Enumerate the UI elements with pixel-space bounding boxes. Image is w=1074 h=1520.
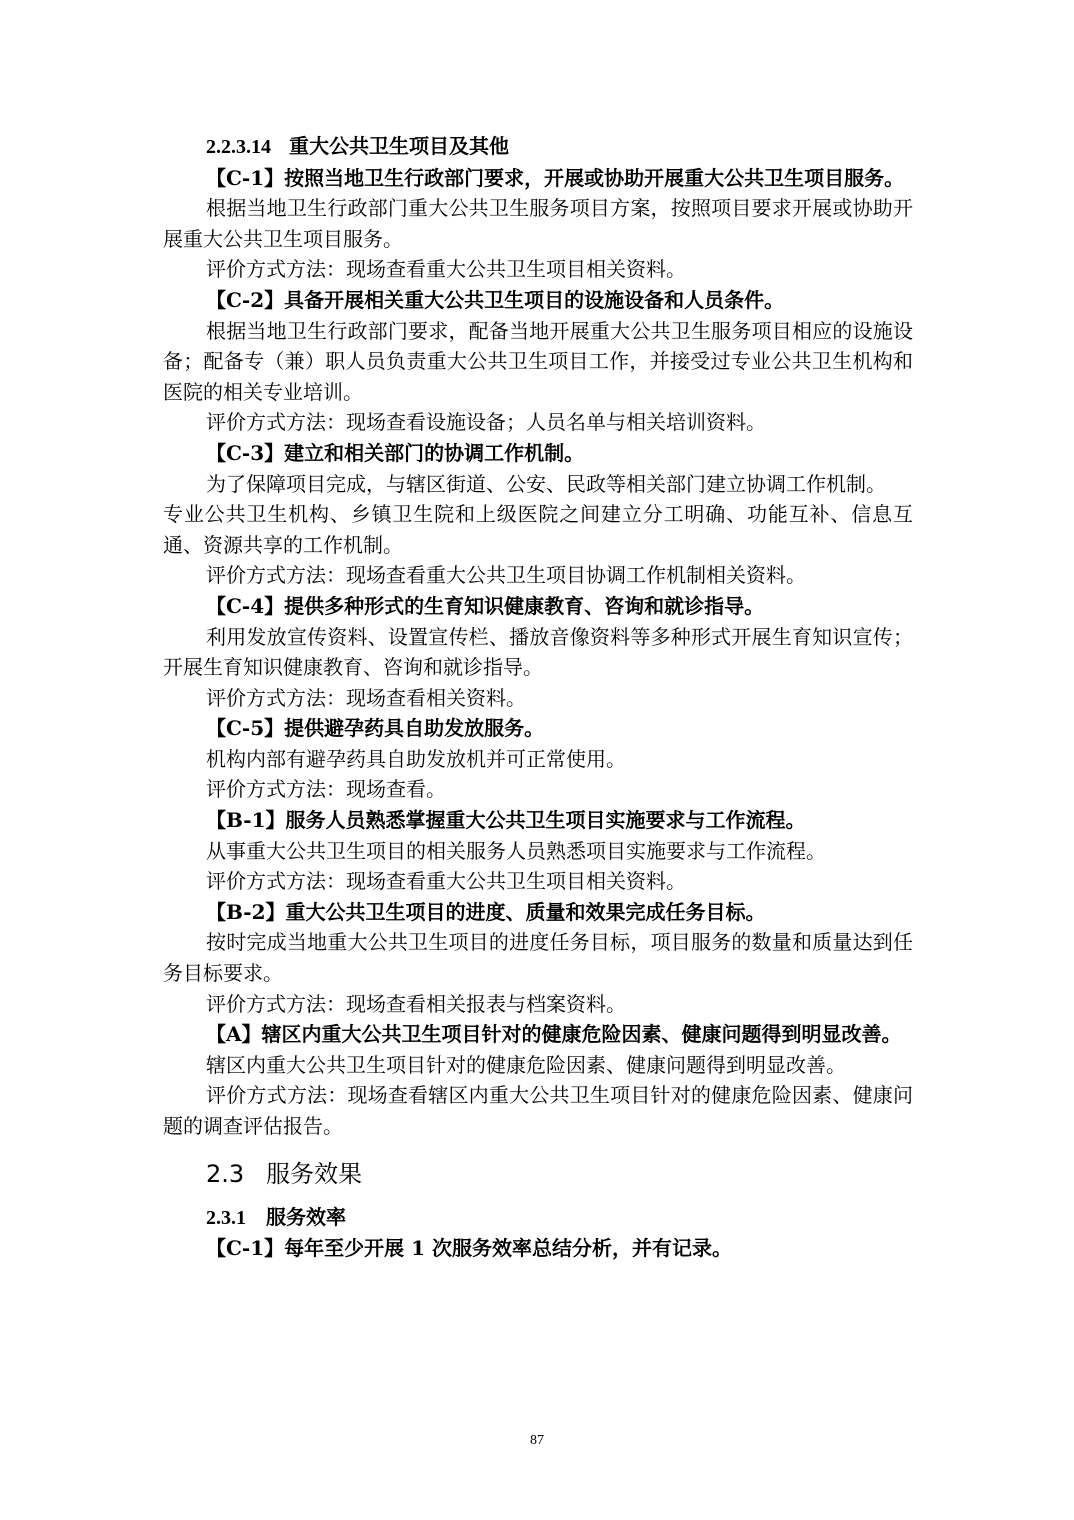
criterion-heading: 【C-1】每年至少开展 1 次服务效率总结分析，并有记录。	[206, 1236, 732, 1261]
body-paragraph: 利用发放宣传资料、设置宣传栏、播放音像资料等多种形式开展生育知识宣传；开展生育知识健康教育、咨询和就诊指导。	[163, 624, 913, 680]
body-paragraph: 评价方式方法：现场查看重大公共卫生项目相关资料。	[206, 257, 686, 282]
criterion-heading: 【A】辖区内重大公共卫生项目针对的健康危险因素、健康问题得到明显改善。	[206, 1022, 902, 1047]
body-paragraph: 根据当地卫生行政部门重大公共卫生服务项目方案，按照项目要求开展或协助开展重大公共卫生项目服务。	[163, 196, 913, 251]
criterion-heading: 【B-1】服务人员熟悉掌握重大公共卫生项目实施要求与工作流程。	[206, 808, 806, 833]
section-body-2-2-3-14	[163, 163, 913, 1142]
body-paragraph: 评价方式方法：现场查看相关资料。	[206, 685, 526, 710]
criterion-heading: 【C-1】按照当地卫生行政部门要求，开展或协助开展重大公共卫生项目服务。	[206, 165, 905, 190]
section-number: 2.3	[206, 1159, 245, 1188]
section-number: 2.3.1	[206, 1206, 246, 1229]
section-number: 2.2.3.14	[206, 136, 271, 158]
body-paragraph: 机构内部有避孕药具自助发放机并可正常使用。	[206, 746, 626, 771]
section-heading-2-3	[163, 1154, 913, 1194]
section-title: 服务效率	[266, 1204, 346, 1229]
body-paragraph: 评价方式方法：现场查看辖区内重大公共卫生项目针对的健康危险因素、健康问题的调查评估报告。	[163, 1083, 913, 1138]
criterion-heading: 【C-2】具备开展相关重大公共卫生项目的设施设备和人员条件。	[206, 287, 785, 312]
body-paragraph: 评价方式方法：现场查看设施设备；人员名单与相关培训资料。	[206, 410, 766, 435]
body-paragraph: 从事重大公共卫生项目的相关服务人员熟悉项目实施要求与工作流程。	[206, 838, 826, 863]
section-heading-2-2-3-14	[163, 131, 913, 163]
body-paragraph: 评价方式方法：现场查看。	[206, 777, 446, 802]
criterion-heading: 【B-2】重大公共卫生项目的进度、质量和效果完成任务目标。	[206, 899, 766, 924]
body-paragraph: 评价方式方法：现场查看相关报表与档案资料。	[206, 991, 626, 1016]
section-heading-2-3-1	[163, 1202, 913, 1234]
body-paragraph: 评价方式方法：现场查看重大公共卫生项目协调工作机制相关资料。	[206, 563, 806, 588]
section-title: 服务效果	[266, 1159, 363, 1188]
page-content	[163, 131, 913, 1264]
body-paragraph: 根据当地卫生行政部门要求，配备当地开展重大公共卫生服务项目相应的设施设备；配备专（兼）职人员负责重大公共卫生项目工作，并接受过专业公共卫生机构和医院的相关专业培训。	[163, 318, 913, 404]
criterion-heading: 【C-4】提供多种形式的生育知识健康教育、咨询和就诊指导。	[206, 593, 765, 618]
section-title: 重大公共卫生项目及其他	[289, 134, 509, 158]
page-number: 87	[530, 1433, 544, 1448]
body-paragraph: 专业公共卫生机构、乡镇卫生院和上级医院之间建立分工明确、功能互补、信息互通、资源共享的工作机制。	[163, 502, 913, 557]
body-paragraph: 按时完成当地重大公共卫生项目的进度任务目标，项目服务的数量和质量达到任务目标要求。	[163, 930, 913, 986]
body-paragraph: 为了保障项目完成，与辖区街道、公安、民政等相关部门建立协调工作机制。	[206, 471, 886, 496]
criterion-heading: 【C-5】提供避孕药具自助发放服务。	[206, 716, 545, 741]
body-paragraph: 评价方式方法：现场查看重大公共卫生项目相关资料。	[206, 869, 686, 894]
criterion-heading: 【C-3】建立和相关部门的协调工作机制。	[206, 440, 585, 465]
body-paragraph: 辖区内重大公共卫生项目针对的健康危险因素、健康问题得到明显改善。	[206, 1052, 846, 1077]
section-body-2-3-1	[163, 1233, 913, 1264]
